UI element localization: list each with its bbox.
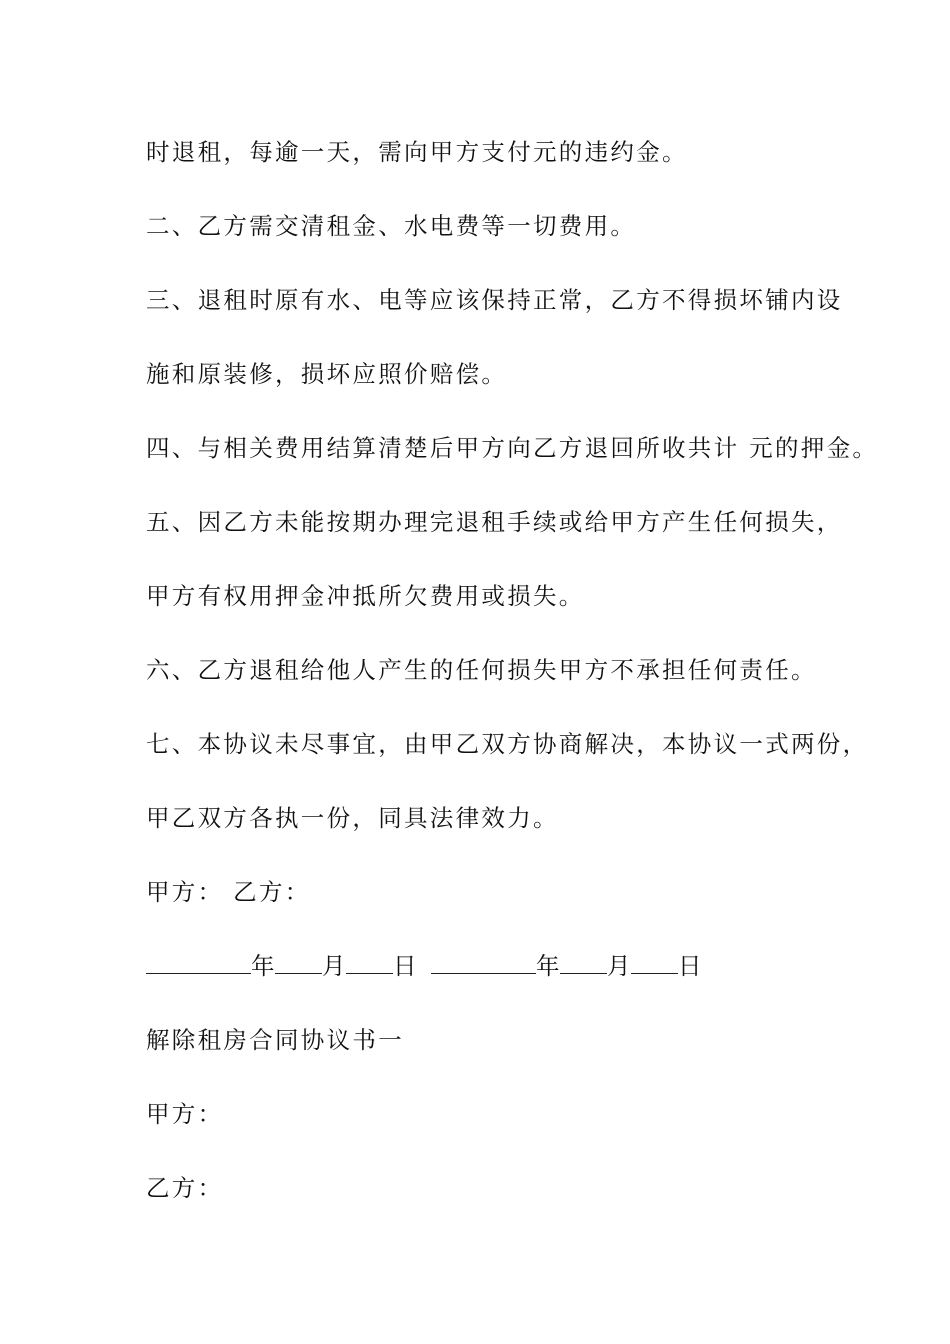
- year-label-2: 年: [536, 952, 560, 980]
- day-blank-2: [631, 951, 678, 974]
- text-line-clause-7: 七、本协议未尽事宜，由甲乙双方协商解决，本协议一式两份，: [146, 730, 869, 758]
- day-blank: [346, 951, 393, 974]
- year-label: 年: [251, 952, 275, 980]
- month-blank: [275, 951, 322, 974]
- date-line: [146, 950, 702, 982]
- text-line-clause-3: 三、退租时原有水、电等应该保持正常，乙方不得损坏铺内设: [146, 286, 843, 314]
- year-blank: [146, 951, 251, 974]
- agreement-title: 解除租房合同协议书一: [146, 1026, 404, 1054]
- text-line-clause-6: 六、乙方退租给他人产生的任何损失甲方不承担任何责任。: [146, 656, 817, 684]
- text-line-clause-5-cont: 甲方有权用押金冲抵所欠费用或损失。: [146, 582, 585, 610]
- signature-parties-line: 甲方： 乙方：: [146, 878, 311, 906]
- month-label-2: 月: [607, 952, 631, 980]
- text-line-clause-5: 五、因乙方未能按期办理完退租手续或给甲方产生任何损失，: [146, 508, 843, 536]
- text-line-clause-3-cont: 施和原装修，损坏应照价赔偿。: [146, 360, 508, 388]
- day-label: 日: [393, 952, 417, 980]
- text-line-penalty: 时退租，每逾一天，需向甲方支付元的违约金。: [146, 138, 688, 166]
- year-blank-2: [431, 951, 536, 974]
- party-b-label: 乙方：: [146, 1174, 224, 1202]
- party-a-label: 甲方：: [146, 1100, 224, 1128]
- text-line-clause-2: 二、乙方需交清租金、水电费等一切费用。: [146, 212, 637, 240]
- month-blank-2: [560, 951, 607, 974]
- day-label-2: 日: [678, 952, 702, 980]
- month-label: 月: [322, 952, 346, 980]
- text-line-clause-7-cont: 甲乙双方各执一份，同具法律效力。: [146, 804, 559, 832]
- text-line-clause-4: 四、与相关费用结算清楚后甲方向乙方退回所收共计 元的押金。: [146, 434, 879, 462]
